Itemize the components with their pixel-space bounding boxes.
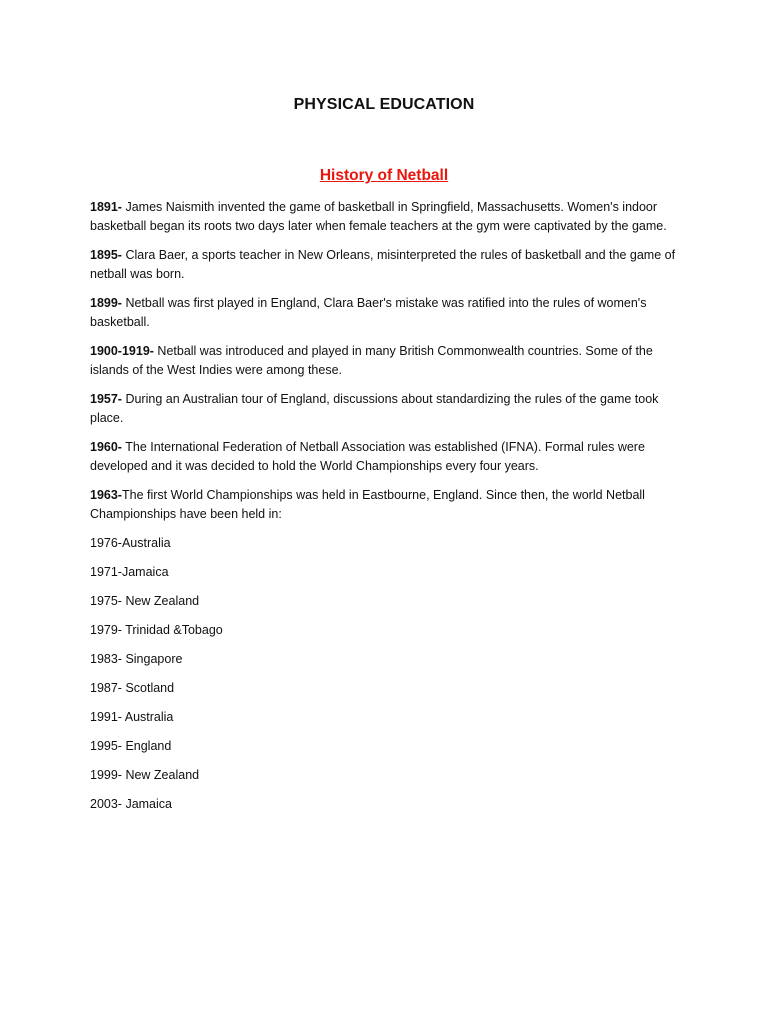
history-paragraph [90,438,690,476]
history-paragraph [90,390,690,428]
paragraph-text: The first World Championships was held in Eastbourne, England. Since then, the world Netball Championships have been held in: [90,488,645,521]
paragraph-text: The International Federation of Netball Association was established (IFNA). Formal rules were developed and it was decided to hold the World Championships every four years. [90,440,645,473]
championship-item: 1983- Singapore [90,652,183,666]
championship-item: 1976-Australia [90,536,171,550]
history-paragraph [90,246,690,284]
paragraph-year: 1963- [90,488,122,502]
history-paragraph [90,294,690,332]
history-paragraph [90,198,690,236]
paragraph-year: 1957- [90,392,122,406]
paragraph-text: During an Australian tour of England, discussions about standardizing the rules of the game took place. [90,392,659,425]
paragraph-year: 1895- [90,248,122,262]
championship-item: 1979- Trinidad &Tobago [90,623,223,637]
championship-item: 1991- Australia [90,710,174,724]
paragraph-year: 1900-1919- [90,344,154,358]
paragraph-text: Netball was first played in England, Clara Baer's mistake was ratified into the rules of women's basketball. [90,296,647,329]
championship-item: 1987- Scotland [90,681,175,695]
championship-item: 2003- Jamaica [90,797,172,811]
section-heading: History of Netball [319,167,449,184]
paragraph-text: Netball was introduced and played in many British Commonwealth countries. Some of the islands of the West Indies were among these. [90,344,653,377]
championship-item: 1999- New Zealand [90,768,200,782]
history-paragraph [90,342,690,380]
document-body [90,198,690,824]
championship-item: 1995- England [90,739,172,753]
paragraph-year: 1891- [90,200,122,214]
page-title: PHYSICAL EDUCATION [293,96,475,113]
paragraph-text: Clara Baer, a sports teacher in New Orleans, misinterpreted the rules of basketball and the game of netball was born. [90,248,676,281]
paragraph-text: James Naismith invented the game of basketball in Springfield, Massachusetts. Women's indoor basketball began its roots two days later when female teachers at the gym were captivated by the game. [90,200,667,233]
championship-item: 1971-Jamaica [90,565,169,579]
history-paragraph [90,486,690,524]
paragraph-year: 1899- [90,296,122,310]
championship-item: 1975- New Zealand [90,594,200,608]
paragraph-year: 1960- [90,440,122,454]
